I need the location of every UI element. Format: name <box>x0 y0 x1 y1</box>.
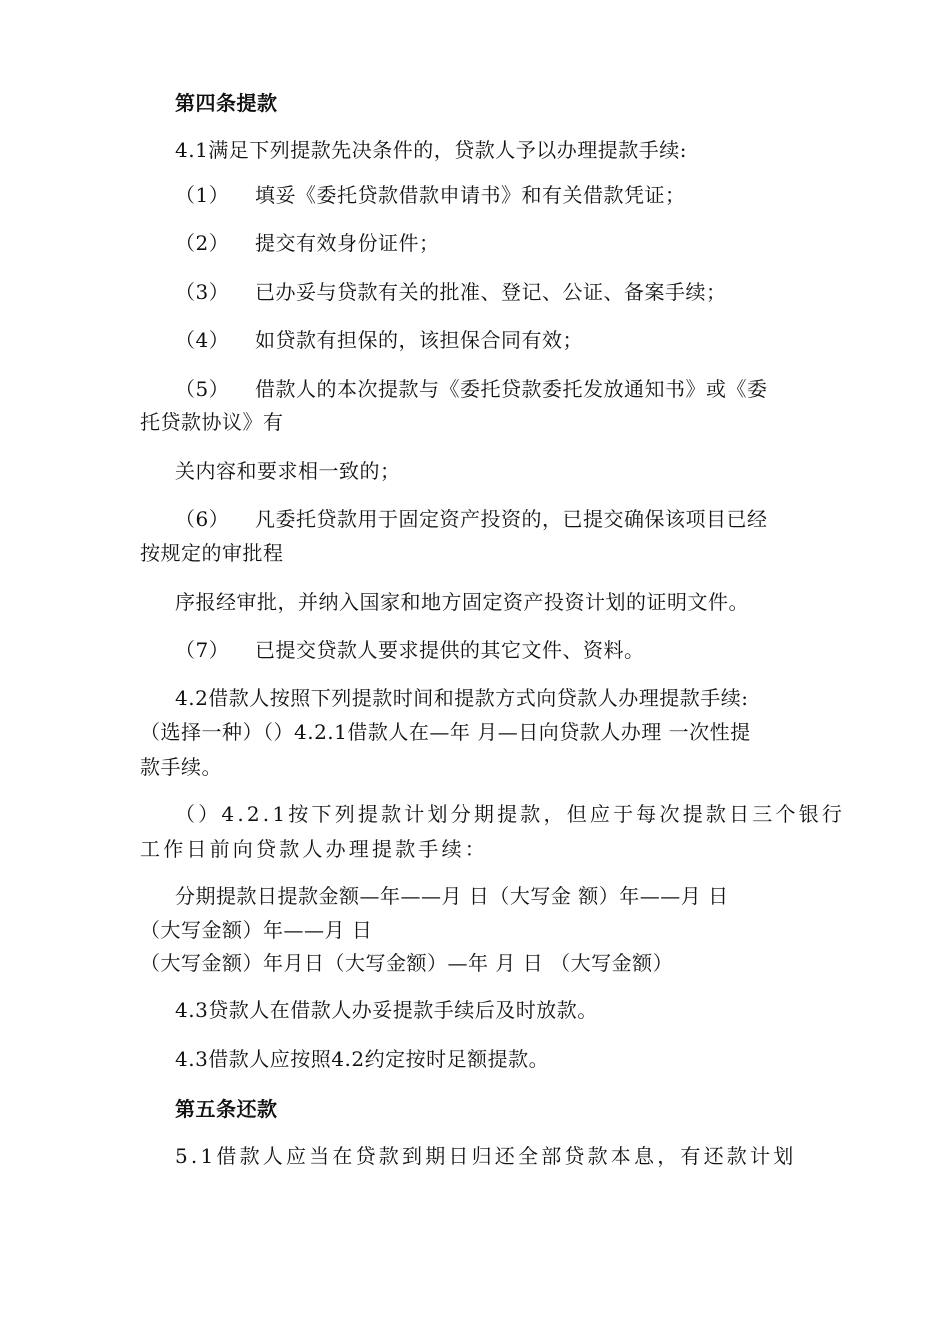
schedule-line-2: （大写金额）年——月 日 <box>140 918 373 942</box>
condition-number: （1） <box>175 183 230 207</box>
condition-text: 提交有效身份证件； <box>255 231 440 255</box>
clause-4-2-1-line-2: 工作日前向贷款人办理提款手续： <box>140 837 488 861</box>
condition-item-6-cont2: 序报经审批，并纳入国家和地方固定资产投资计划的证明文件。 <box>175 590 749 614</box>
condition-item-7 <box>175 638 865 662</box>
condition-text: 填妥《委托贷款借款申请书》和有关借款凭证； <box>255 183 686 207</box>
condition-text: 已办妥与贷款有关的批准、登记、公证、备案手续； <box>255 280 727 304</box>
schedule-line-3: （大写金额）年月日（大写金额）—年 月 日 （大写金额） <box>140 951 674 975</box>
condition-item-1 <box>175 183 865 207</box>
clause-4-3-lender: 4.3贷款人在借款人办妥提款手续后及时放款。 <box>175 998 598 1022</box>
clause-4-2-line-2: （选择一种）（）4.2.1借款人在—年 月—日向贷款人办理 一次性提 <box>140 720 751 744</box>
condition-text: 已提交贷款人要求提供的其它文件、资料。 <box>255 638 645 662</box>
condition-number: （2） <box>175 231 230 255</box>
condition-number: （7） <box>175 638 230 662</box>
condition-text: 凡委托贷款用于固定资产投资的，已提交确保该项目已经 <box>255 507 768 531</box>
condition-item-6-cont: 按规定的审批程 <box>140 541 284 565</box>
condition-item-6 <box>175 507 865 531</box>
clause-4-2-line-1: 4.2借款人按照下列提款时间和提款方式向贷款人办理提款手续: <box>175 686 749 710</box>
clause-4-2-line-3: 款手续。 <box>140 755 222 779</box>
condition-number: （6） <box>175 507 230 531</box>
condition-item-4 <box>175 328 865 352</box>
condition-item-5-cont: 托贷款协议》有 <box>140 410 284 434</box>
condition-item-5 <box>175 377 865 401</box>
clause-4-3-borrower: 4.3借款人应按照4.2约定按时足额提款。 <box>175 1047 550 1071</box>
condition-number: （3） <box>175 280 230 304</box>
clause-5-1: 5.1借款人应当在贷款到期日归还全部贷款本息，有还款计划 <box>175 1144 797 1168</box>
clause-4-2-1-line-1: （）4.2.1按下列提款计划分期提款，但应于每次提款日三个银行 <box>175 802 846 826</box>
schedule-line-1: 分期提款日提款金额—年——月 日（大写金 额）年——月 日 <box>175 884 729 908</box>
article-5-heading: 第五条还款 <box>175 1097 278 1121</box>
condition-item-3 <box>175 280 865 304</box>
condition-item-5-cont2: 关内容和要求相一致的； <box>175 459 401 483</box>
condition-item-2 <box>175 231 865 255</box>
condition-number: （4） <box>175 328 230 352</box>
article-4-heading: 第四条提款 <box>175 91 278 115</box>
condition-number: （5） <box>175 377 230 401</box>
condition-text: 如贷款有担保的，该担保合同有效； <box>255 328 583 352</box>
condition-text: 借款人的本次提款与《委托贷款委托发放通知书》或《委 <box>255 377 768 401</box>
clause-4-1: 4.1满足下列提款先决条件的，贷款人予以办理提款手续: <box>175 138 688 162</box>
